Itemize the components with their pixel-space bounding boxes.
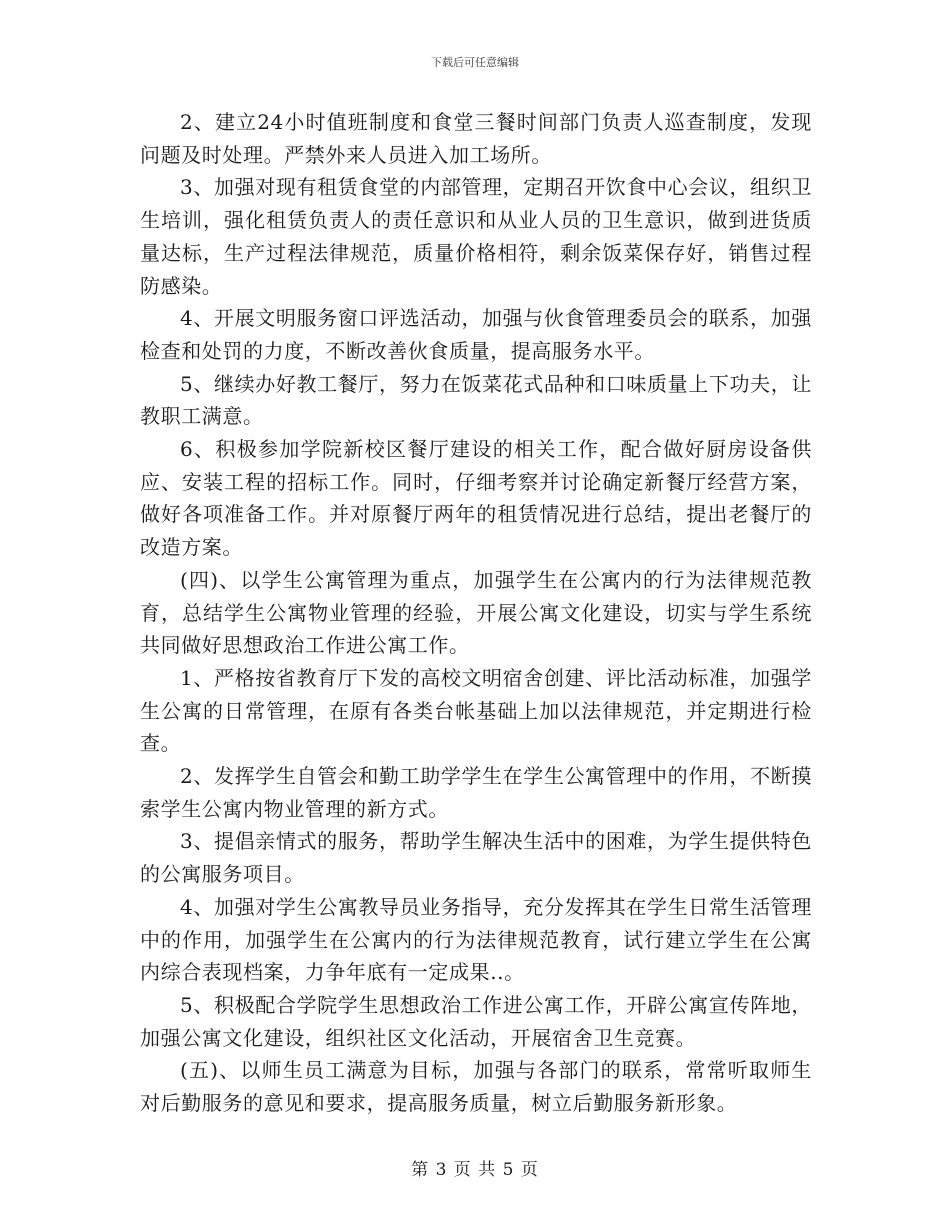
header-note: 下载后可任意编辑 — [431, 56, 519, 69]
paragraph: 4、开展文明服务窗口评选活动，加强与伙食管理委员会的联系，加强检查和处罚的力度，不断改善伙食质量，提高服务水平。 — [140, 306, 812, 363]
paragraph: 4、加强对学生公寓教导员业务指导，充分发挥其在学生日常生活管理中的作用，加强学生在公寓内的行为法律规范教育，试行建立学生在公寓内综合表现档案，力争年底有一定成果..。 — [140, 894, 812, 985]
paragraph: 5、积极配合学院学生思想政治工作进公寓工作，开辟公寓宣传阵地，加强公寓文化建设，组织社区文化活动，开展宿舍卫生竞赛。 — [140, 992, 812, 1050]
paragraph: 6、积极参加学院新校区餐厅建设的相关工作，配合做好厨房设备供应、安装工程的招标工作。同时，仔细考察并讨论确定新餐厅经营方案，做好各项准备工作。并对原餐厅两年的租赁情况进行总结，提出老餐厅的改造方案。 — [140, 437, 812, 560]
section-heading-paragraph: (五)、以师生员工满意为目标，加强与各部门的联系，常常听取师生对后勤服务的意见和要求，提高服务质量，树立后勤服务新形象。 — [140, 1058, 812, 1116]
paragraph: 1、严格按省教育厅下发的高校文明宿舍创建、评比活动标准，加强学生公寓的日常管理，在原有各类台帐基础上加以法律规范，并定期进行检查。 — [140, 665, 812, 756]
paragraph: 2、发挥学生自管会和勤工助学学生在学生公寓管理中的作用，不断摸索学生公寓内物业管理的新方式。 — [140, 764, 812, 821]
paragraph: 2、建立24小时值班制度和食堂三餐时间部门负责人巡查制度，发现问题及时处理。严禁外来人员进入加工场所。 — [140, 110, 812, 167]
document-body — [140, 106, 812, 1120]
paragraph: 3、加强对现有租赁食堂的内部管理，定期召开饮食中心会议，组织卫生培训，强化租赁负责人的责任意识和从业人员的卫生意识，做到进货质量达标，生产过程法律规范，质量价格相符，剩余饭菜保存好，销售过程防感染。 — [140, 175, 812, 298]
paragraph: 5、继续办好教工餐厅，努力在饭菜花式品种和口味质量上下功夫，让教职工满意。 — [140, 371, 812, 429]
page-number: 第 3 页 共 5 页 — [411, 1160, 539, 1180]
section-heading-paragraph: (四)、以学生公寓管理为重点，加强学生在公寓内的行为法律规范教育，总结学生公寓物业管理的经验，开展公寓文化建设，切实与学生系统共同做好思想政治工作进公寓工作。 — [140, 567, 812, 658]
paragraph: 3、提倡亲情式的服务，帮助学生解决生活中的困难，为学生提供特色的公寓服务项目。 — [140, 829, 812, 887]
